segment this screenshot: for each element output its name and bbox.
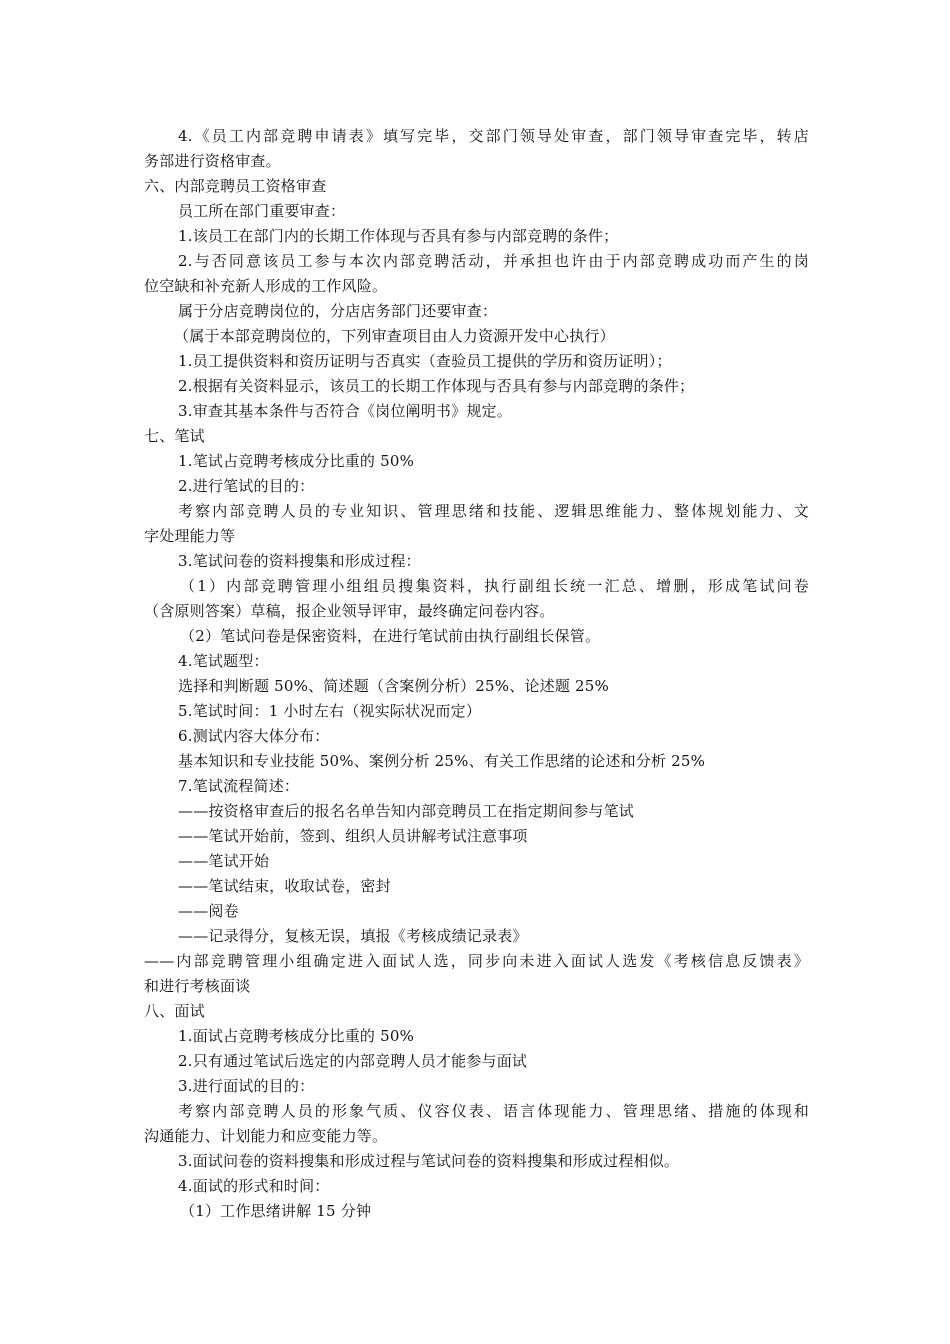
list-item: 1.该员工在部门内的长期工作体现与否具有参与内部竞聘的条件； xyxy=(178,227,619,245)
list-item: 6.测试内容大体分布： xyxy=(178,727,330,745)
list-item: 3.笔试问卷的资料搜集和形成过程： xyxy=(178,552,421,570)
paragraph-line: 员工所在部门重要审查： xyxy=(178,202,346,220)
list-item: （1）内部竞聘管理小组组员搜集资料，执行副组长统一汇总、增删，形成笔试问卷 xyxy=(180,577,809,595)
flow-step: ——记录得分，复核无误，填报《考核成绩记录表》 xyxy=(178,927,528,945)
document-body xyxy=(144,124,809,1224)
paragraph-line: 考察内部竞聘人员的专业知识、管理思绪和技能、逻辑思维能力、整体规划能力、文 xyxy=(178,502,809,520)
paragraph-line: 考察内部竞聘人员的形象气质、仪容仪表、语言体现能力、管理思绪、措施的体现和 xyxy=(178,1102,809,1120)
paragraph-line: （属于本部竞聘岗位的，下列审查项目由人力资源开发中心执行） xyxy=(174,327,615,345)
paragraph-line: 基本知识和专业技能 50%、案例分析 25%、有关工作思绪的论述和分析 25% xyxy=(178,752,706,770)
list-item: 5.笔试时间：1 小时左右（视实际状况而定） xyxy=(178,702,482,720)
flow-step: ——按资格审查后的报名名单告知内部竞聘员工在指定期间参与笔试 xyxy=(178,802,635,820)
list-item: 4.笔试题型： xyxy=(178,652,269,670)
section-heading: 七、笔试 xyxy=(144,427,205,445)
paragraph-line: 和进行考核面谈 xyxy=(144,977,251,995)
section-heading: 八、面试 xyxy=(144,1002,205,1020)
paragraph-line: 属于分店竞聘岗位的，分店店务部门还要审查： xyxy=(178,302,498,320)
list-item: 2.根据有关资料显示，该员工的长期工作体现与否具有参与内部竞聘的条件； xyxy=(178,377,695,395)
list-item: 3.面试问卷的资料搜集和形成过程与笔试问卷的资料搜集和形成过程相似。 xyxy=(178,1152,680,1170)
paragraph-line: 务部进行资格审查。 xyxy=(144,152,281,170)
paragraph-line: 沟通能力、计划能力和应变能力等。 xyxy=(144,1127,388,1145)
list-item: 2.只有通过笔试后选定的内部竞聘人员才能参与面试 xyxy=(178,1052,528,1070)
list-item: 1.面试占竞聘考核成分比重的 50% xyxy=(178,1027,415,1045)
paragraph-line: 位空缺和补充新人形成的工作风险。 xyxy=(144,277,388,295)
paragraph-line: 选择和判断题 50%、简述题（含案例分析）25%、论述题 25% xyxy=(178,677,609,695)
list-item: 2.与否同意该员工参与本次内部竞聘活动，并承担也许由于内部竞聘成功而产生的岗 xyxy=(178,252,809,270)
flow-step: ——笔试开始 xyxy=(178,852,270,870)
list-item: 2.进行笔试的目的： xyxy=(178,477,315,495)
list-item: 1.员工提供资料和资历证明与否真实（查验员工提供的学历和资历证明）； xyxy=(178,352,672,370)
flow-step: ——笔试结束，收取试卷，密封 xyxy=(178,877,391,895)
flow-step: ——阅卷 xyxy=(178,902,239,920)
paragraph-line: （含原则答案）草稿，报企业领导评审，最终确定问卷内容。 xyxy=(144,602,555,620)
list-item: 7.笔试流程简述： xyxy=(178,777,300,795)
list-item: 3.审查其基本条件与否符合《岗位阐明书》规定。 xyxy=(178,402,512,420)
list-item: 3.进行面试的目的： xyxy=(178,1077,315,1095)
list-item: （2）笔试问卷是保密资料，在进行笔试前由执行副组长保管。 xyxy=(180,627,601,645)
flow-step: ——笔试开始前，签到、组织人员讲解考试注意事项 xyxy=(178,827,528,845)
paragraph-line: 字处理能力等 xyxy=(144,527,236,545)
list-item: 4.面试的形式和时间： xyxy=(178,1177,330,1195)
list-item: （1）工作思绪讲解 15 分钟 xyxy=(180,1202,372,1220)
flow-step: ——内部竞聘管理小组确定进入面试人选，同步向未进入面试人选发《考核信息反馈表》 xyxy=(144,952,809,970)
paragraph-line: 4.《员工内部竞聘申请表》填写完毕，交部门领导处审查，部门领导审查完毕，转店 xyxy=(178,127,809,145)
list-item: 1.笔试占竞聘考核成分比重的 50% xyxy=(178,452,415,470)
section-heading: 六、内部竞聘员工资格审查 xyxy=(144,177,327,195)
